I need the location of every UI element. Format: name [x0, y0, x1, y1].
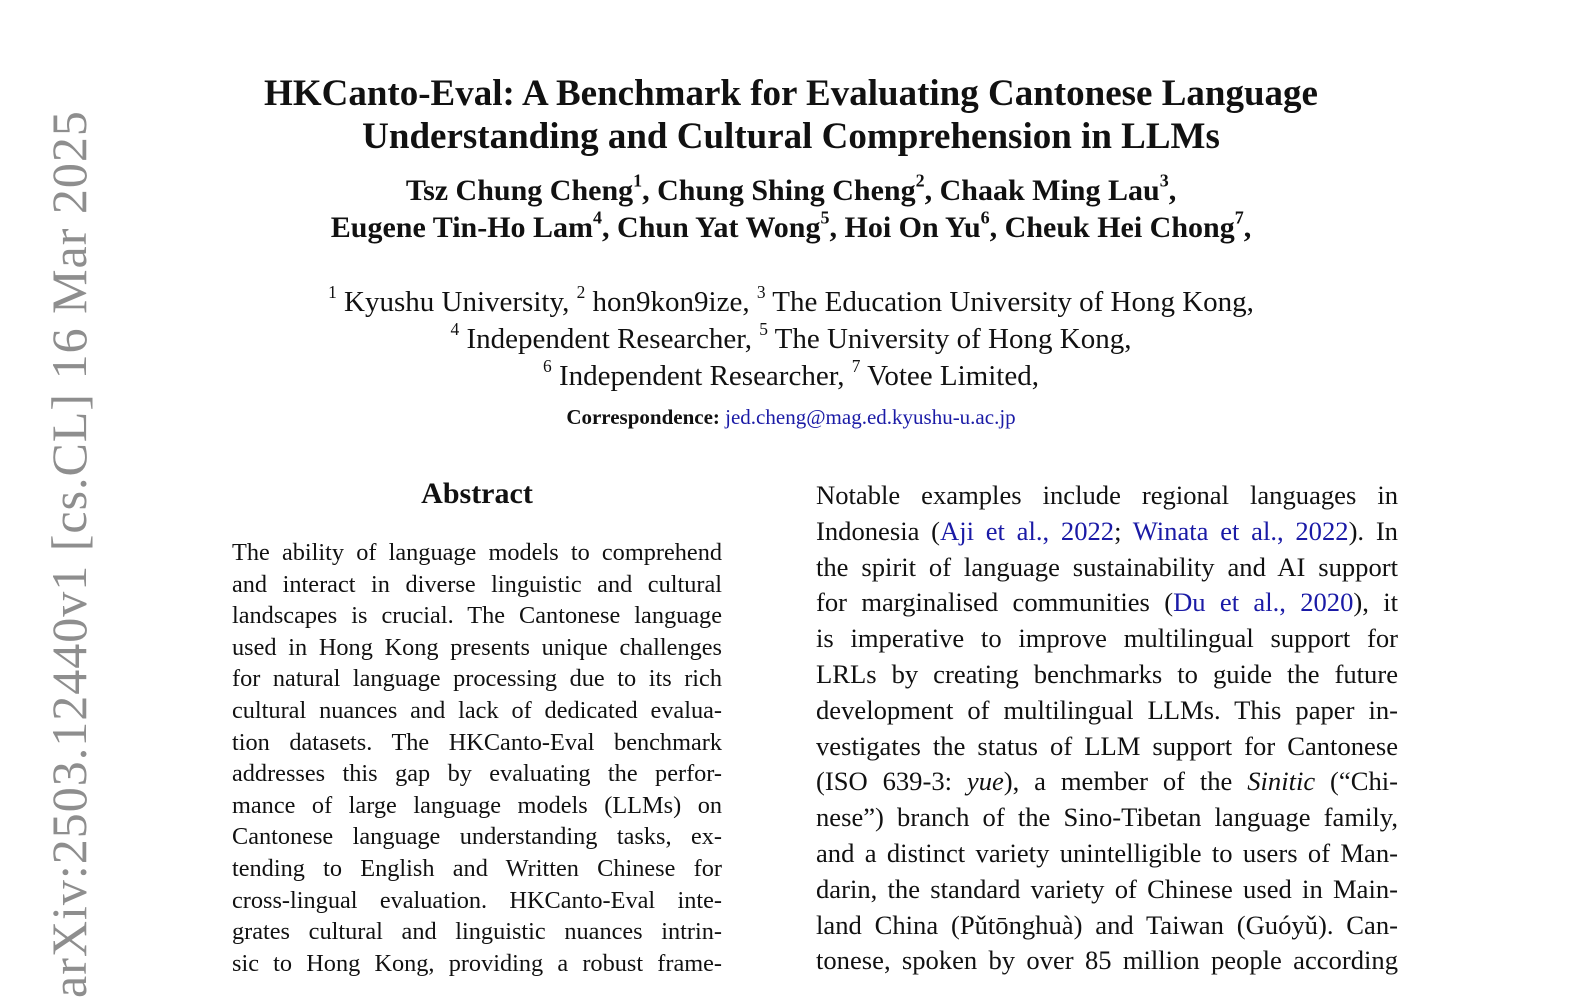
- affiliation: Independent Researcher,: [551, 360, 852, 392]
- abstract-line: sic to Hong Kong, providing a robust frame-: [232, 949, 722, 977]
- affiliation: Independent Researcher,: [459, 323, 760, 355]
- body-line: vestigates the status of LLM support for Cantonese: [816, 730, 1398, 761]
- body-line: the spirit of language sustainability and AI support: [816, 551, 1398, 582]
- affiliation-line-1: $^1$ Kyushu University, $^2$ hon9kon9ize, $^3$ The Education University of Hong Kong,: [328, 281, 1254, 318]
- paper-title: [0, 72, 1582, 158]
- author-affiliation-mark: 1: [633, 170, 643, 191]
- abstract-line: grates cultural and linguistic nuances intrin-: [232, 918, 722, 946]
- correspondence: [0, 404, 1582, 430]
- abstract-line: addresses this gap by evaluating the perfor-: [232, 760, 722, 788]
- arxiv-identifier-stamp: arXiv:2503.12440v1 [cs.CL] 16 Mar 2025: [41, 110, 97, 998]
- body-line: land China (Pǔtōnghuà) and Taiwan (Guóyǔ). Can-: [816, 909, 1398, 940]
- author-list: [0, 172, 1582, 246]
- abstract-line: cultural nuances and lack of dedicated evalua-: [232, 696, 722, 724]
- body-line: Notable examples include regional languages in: [816, 480, 1398, 510]
- introduction-text: [816, 478, 1398, 979]
- abstract-line: mance of large language models (LLMs) on: [232, 791, 722, 819]
- citation-link[interactable]: Du et al., 2020: [1173, 587, 1354, 618]
- author-line-1: Tsz Chung Cheng$^1$, Chung Shing Cheng$^2$, Chaak Ming Lau$^3$,: [405, 170, 1177, 207]
- body-line: is imperative to improve multilingual support for: [816, 623, 1398, 654]
- abstract-body: [232, 537, 722, 979]
- abstract-heading: Abstract: [421, 477, 533, 510]
- abstract-line: Cantonese language understanding tasks, ex-: [232, 823, 722, 851]
- author-affiliation-mark: 4: [593, 207, 603, 228]
- author-name: Cheuk Hei Chong: [1004, 211, 1235, 244]
- author-name: Tsz Chung Cheng: [405, 174, 634, 207]
- author-affiliation-mark: 3: [1159, 170, 1169, 191]
- body-line: development of multilingual LLMs. This paper in-: [816, 694, 1398, 725]
- abstract-line: for natural language processing due to its rich: [232, 665, 722, 693]
- author-name: Hoi On Yu: [844, 211, 981, 244]
- affiliation-list: [0, 281, 1582, 395]
- citation-link[interactable]: Winata et al., 2022: [1132, 515, 1349, 546]
- body-line: (ISO 639-3: yue), a member of the Sinitic (“Chi-: [816, 766, 1398, 797]
- affiliation: The Education University of Hong Kong,: [765, 286, 1254, 318]
- body-line: LRLs by creating benchmarks to guide the future: [816, 658, 1398, 689]
- citation-link[interactable]: Aji et al., 2022: [940, 515, 1115, 546]
- body-line: nese”) branch of the Sino-Tibetan language family,: [816, 802, 1398, 833]
- affiliation-line-3: $^6$ Independent Researcher, $^7$ Votee Limited,: [543, 355, 1039, 392]
- abstract-line: cross-lingual evaluation. HKCanto-Eval inte-: [232, 886, 722, 914]
- author-affiliation-mark: 5: [820, 207, 830, 228]
- affiliation-line-2: $^4$ Independent Researcher, $^5$ The University of Hong Kong,: [450, 318, 1132, 355]
- abstract-line: and interact in diverse linguistic and cultural: [232, 570, 722, 598]
- body-line: for marginalised communities (Du et al., 2020), it: [816, 587, 1398, 618]
- abstract-line: tending to English and Written Chinese for: [232, 854, 722, 882]
- abstract-line: used in Hong Kong presents unique challenges: [232, 633, 722, 661]
- body-line: darin, the standard variety of Chinese used in Main-: [816, 873, 1398, 904]
- body-line: Indonesia (Aji et al., 2022; Winata et al., 2022). In: [816, 515, 1398, 546]
- title-line-2: Understanding and Cultural Comprehension in LLMs: [362, 116, 1220, 157]
- author-affiliation-mark: 7: [1234, 207, 1244, 228]
- body-line: and a distinct variety unintelligible to users of Man-: [816, 837, 1398, 868]
- author-line-2: Eugene Tin-Ho Lam$^4$, Chun Yat Wong$^5$, Hoi On Yu$^6$, Cheuk Hei Chong$^7$,: [330, 207, 1252, 244]
- author-name: Eugene Tin-Ho Lam: [330, 211, 594, 244]
- abstract-line: tion datasets. The HKCanto-Eval benchmark: [232, 728, 722, 756]
- title-line-1: HKCanto-Eval: A Benchmark for Evaluating Cantonese Language: [264, 73, 1318, 114]
- affiliation: Kyushu University,: [336, 286, 577, 318]
- correspondence-label: Correspondence:: [566, 405, 720, 429]
- affiliation: The University of Hong Kong,: [767, 323, 1132, 355]
- affiliation: Votee Limited,: [860, 360, 1039, 392]
- author-name: Chaak Ming Lau: [939, 174, 1160, 207]
- affiliation: hon9kon9ize,: [585, 286, 757, 318]
- abstract-line: landscapes is crucial. The Cantonese language: [232, 602, 722, 630]
- abstract-line: The ability of language models to comprehend: [232, 539, 722, 566]
- author-affiliation-mark: 2: [915, 170, 925, 191]
- correspondence-email-link[interactable]: jed.cheng@mag.ed.kyushu-u.ac.jp: [725, 405, 1016, 429]
- author-affiliation-mark: 6: [980, 207, 990, 228]
- body-line: tonese, spoken by over 85 million people according: [816, 945, 1398, 976]
- author-name: Chun Yat Wong: [617, 211, 821, 244]
- author-name: Chung Shing Cheng: [657, 174, 916, 207]
